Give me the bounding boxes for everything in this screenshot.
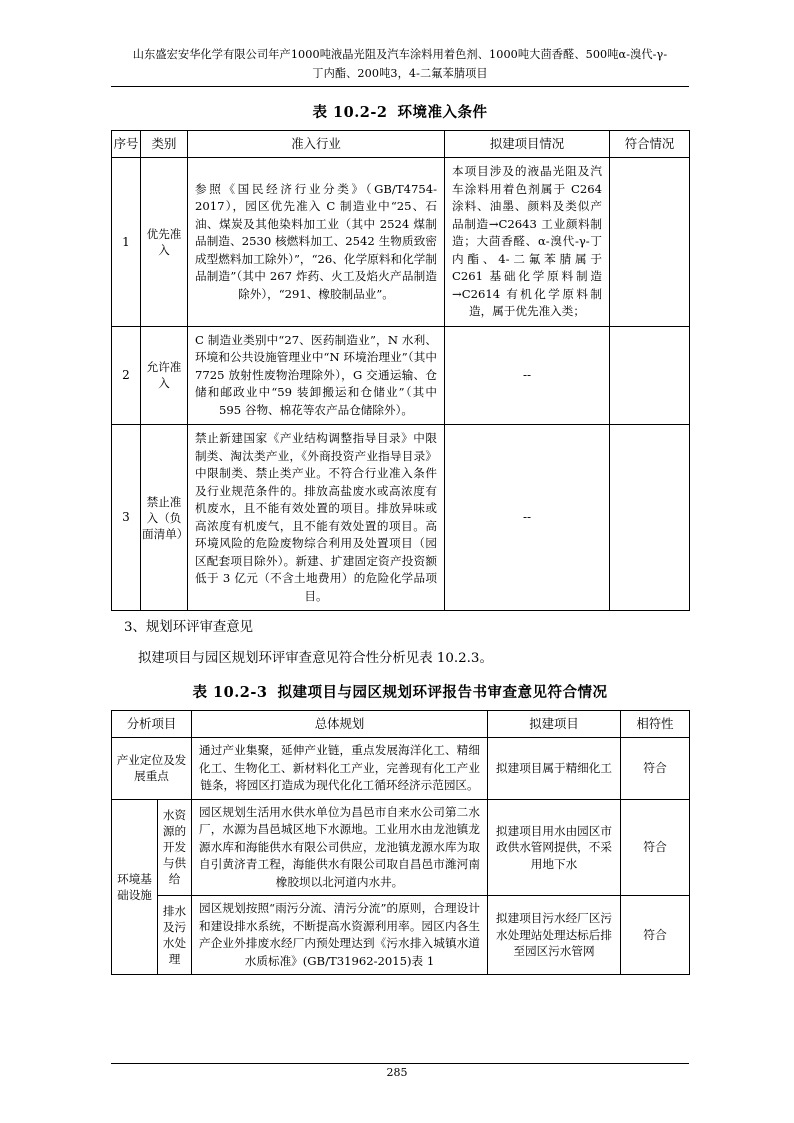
table1-row2-category: 允许准入 xyxy=(141,326,188,425)
header-line-1: 山东盛宏安华化学有限公司年产1000吨液晶光阻及汽车涂料用着色剂、1000吨大茴香醛、500吨α-溴代-γ- xyxy=(132,48,668,61)
table2-row1-compliance: 符合 xyxy=(621,738,690,800)
table2-row2-sub: 水资源的开发与供给 xyxy=(158,799,192,896)
table2-row2-compliance: 符合 xyxy=(621,799,690,896)
table2-col-project: 拟建项目 xyxy=(488,711,621,738)
table1-row1-compliance xyxy=(610,158,690,327)
section-heading: 3、规划环评审查意见 xyxy=(124,620,254,635)
table2-row3-sub: 排水及污水处理 xyxy=(158,896,192,975)
footer-divider xyxy=(111,1063,689,1064)
table1-row3-compliance xyxy=(610,425,690,611)
table1-col-industry: 准入行业 xyxy=(188,131,445,158)
table1-row3-category: 禁止准入（负面清单） xyxy=(141,425,188,611)
page-content xyxy=(111,45,689,975)
table1-col-index: 序号 xyxy=(112,131,141,158)
table1-row2-project: -- xyxy=(445,326,610,425)
table2-row3-project: 拟建项目污水经厂区污水处理站处理达标后排至园区污水管网 xyxy=(488,896,621,975)
environment-access-conditions-table xyxy=(111,130,690,611)
table1-header-row xyxy=(112,131,690,158)
table2-row3-compliance: 符合 xyxy=(621,896,690,975)
table1-col-category: 类别 xyxy=(141,131,188,158)
table1-row1-industry: 参照《国民经济行业分类》（GB/T4754-2017），园区优先准入 C 制造业中“25、石油、煤炭及其他染料加工业（其中 2524 煤制品制造、2530 核燃料加工、2542 生物质致密成型燃料加工除外）”，“26、化学原料和化学制品制造”（其中 267 炸药、火工及焰火产品制造除外），“291、橡胶制品业”。 xyxy=(188,158,445,327)
table2-row1-group: 产业定位及发展重点 xyxy=(112,738,192,800)
table1-row2-compliance xyxy=(610,326,690,425)
table-row xyxy=(112,158,690,327)
table1-row3-index: 3 xyxy=(112,425,141,611)
page-number: 285 xyxy=(386,1066,408,1079)
table2-row2-plan: 园区规划生活用水供水单位为昌邑市自来水公司第二水厂，水源为昌邑城区地下水源地。工业用水由龙池镇龙源水库和海能供水有限公司供应，龙池镇龙源水库为取自引黄济青工程，海能供水有限公司取自昌邑市潍河南橡胶坝以北河道内水井。 xyxy=(192,799,488,896)
header-line-2: 丁内酯、200吨3，4-二氟苯腈项目 xyxy=(312,67,488,80)
table1-row1-index: 1 xyxy=(112,158,141,327)
document-running-header xyxy=(111,45,689,85)
table1-row1-category: 优先准入 xyxy=(141,158,188,327)
table1-caption xyxy=(111,101,689,122)
table1-row3-project: -- xyxy=(445,425,610,611)
table2-header-row xyxy=(112,711,690,738)
table1-col-compliance: 符合情况 xyxy=(610,131,690,158)
table2-row3-plan: 园区规划按照“雨污分流、清污分流”的原则，合理设计和建设排水系统，不断提高水资源利用率。园区内各生产企业外排废水经厂内预处理达到《污水排入城镇水道水质标准》(GB/T31962-2015)表 1 xyxy=(192,896,488,975)
table1-row1-project: 本项目涉及的液晶光阻及汽车涂料用着色剂属于 C264 涂料、油墨、颜料及类似产品制造→C2643 工业颜料制造；大茴香醛、α-溴代-γ-丁内酯、4-二氟苯腈属于 C261 基础化学原料制造→C2614 有机化学原料制造，属于优先准入类； xyxy=(445,158,610,327)
table2-caption xyxy=(111,681,689,702)
table-row xyxy=(112,425,690,611)
header-divider xyxy=(111,86,689,87)
table1-caption-number: 表 10.2-2 xyxy=(312,104,388,121)
table2-col-analysis-item: 分析项目 xyxy=(112,711,192,738)
table2-col-compliance: 相符性 xyxy=(621,711,690,738)
section-paragraph: 拟建项目与园区规划环评审查意见符合性分析见表 10.2.3。 xyxy=(138,651,493,666)
planning-eia-review-compliance-table xyxy=(111,710,690,975)
table2-row1-project: 拟建项目属于精细化工 xyxy=(488,738,621,800)
table1-caption-title: 环境准入条件 xyxy=(397,104,488,121)
table2-caption-title: 拟建项目与园区规划环评报告书审查意见符合情况 xyxy=(277,684,608,701)
table2-row2-project: 拟建项目用水由园区市政供水管网提供，不采用地下水 xyxy=(488,799,621,896)
table1-col-project: 拟建项目情况 xyxy=(445,131,610,158)
table2-row1-plan: 通过产业集聚，延伸产业链，重点发展海洋化工、精细化工、生物化工、新材料化工产业，完善现有化工产业链条，将园区打造成为现代化化工循环经济示范园区。 xyxy=(192,738,488,800)
table-row xyxy=(112,896,690,975)
table-row xyxy=(112,738,690,800)
table1-row2-index: 2 xyxy=(112,326,141,425)
table-row xyxy=(112,799,690,896)
table1-row2-industry: C 制造业类别中“27、医药制造业”，N 水利、环境和公共设施管理业中“N 环境治理业”（其中 7725 放射性废物治理除外），G 交通运输、仓储和邮政业中“59 装卸搬运和仓储业”（其中 595 谷物、棉花等农产品仓储除外）。 xyxy=(188,326,445,425)
table-row xyxy=(112,326,690,425)
table2-group-environment-infrastructure: 环境基础设施 xyxy=(112,799,158,975)
table2-caption-number: 表 10.2-3 xyxy=(192,684,268,701)
table2-col-overall-plan: 总体规划 xyxy=(192,711,488,738)
table1-row3-industry: 禁止新建国家《产业结构调整指导目录》中限制类、淘汰类产业，《外商投资产业指导目录》中限制类、禁止类产业。不符合行业准入条件及行业规范条件的。排放高盐废水或高浓度有机废水，且不能有效处置的项目。排放异味或高浓度有机废气，且不能有效处置的项目。高环境风险的危险废物综合利用及处置项目（园区配套项目除外）。新建、扩建固定资产投资额低于 3 亿元（不含土地费用）的危险化学品项目。 xyxy=(188,425,445,611)
